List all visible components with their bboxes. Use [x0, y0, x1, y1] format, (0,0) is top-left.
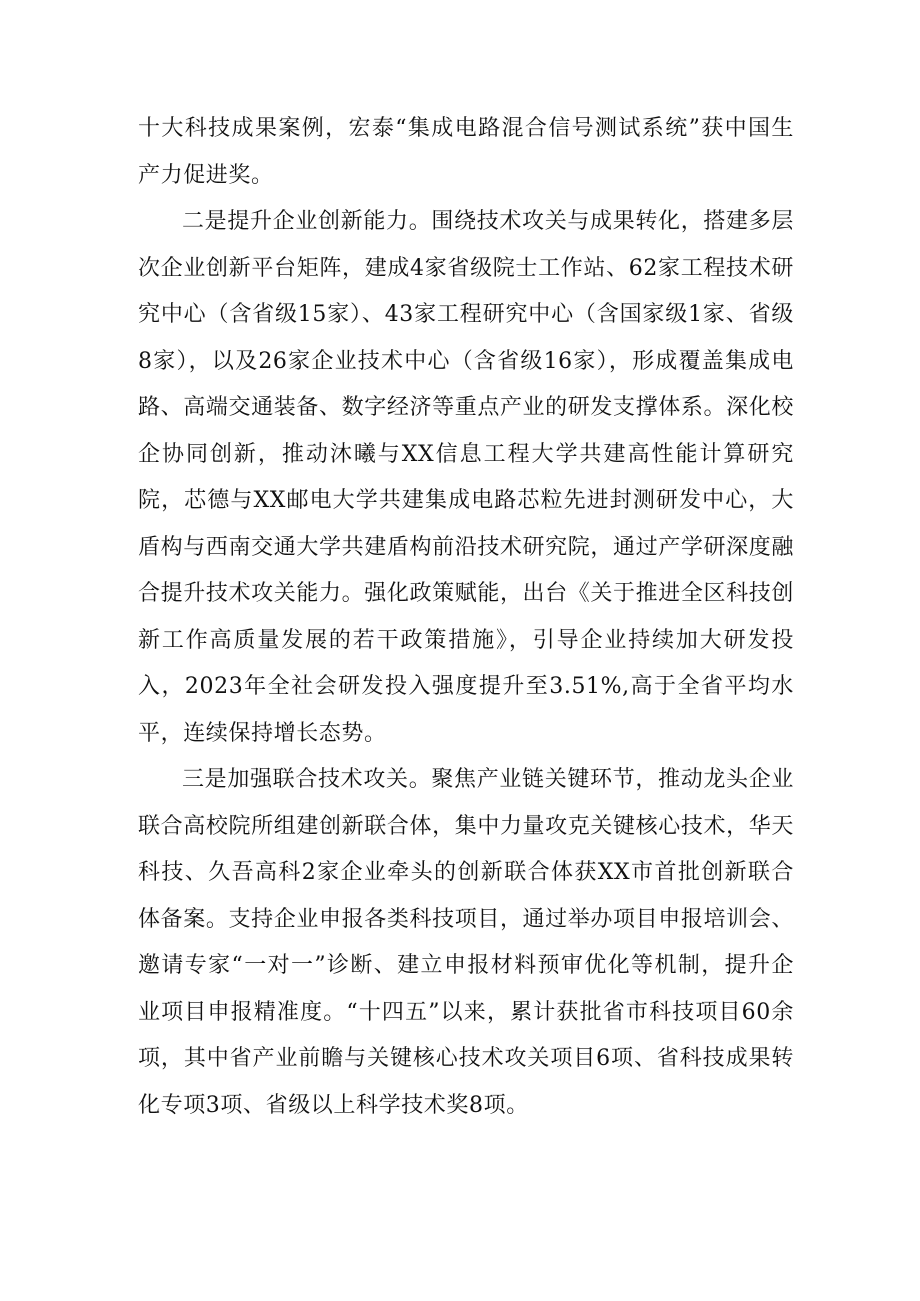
- paragraph-joint-tech-research: 三是加强联合技术攻关。聚焦产业链关键环节，推动龙头企业联合高校院所组建创新联合体，集中力量攻克关键核心技术，华天科技、久吾高科2家企业牵头的创新联合体获XX市首批创新联合体备案。支持企业申报各类科技项目，通过举办项目申报培训会、邀请专家“一对一”诊断、建立申报材料预审优化等机制，提升企业项目申报精准度。“十四五”以来，累计获批省市科技项目60余项，其中省产业前瞻与关键核心技术攻关项目6项、省科技成果转化专项3项、省级以上科学技术奖8项。: [138, 767, 794, 1118]
- paragraph-innovation-capacity: 二是提升企业创新能力。围绕技术攻关与成果转化，搭建多层次企业创新平台矩阵，建成4家省级院士工作站、62家工程技术研究中心（含省级15家）、43家工程研究中心（含国家级1家、省级8家），以及26家企业技术中心（含省级16家），形成覆盖集成电路、高端交通装备、数字经济等重点产业的研发支撑体系。深化校企协同创新，推动沐曦与XX信息工程大学共建高性能计算研究院，芯德与XX邮电大学共建集成电路芯粒先进封测研发中心，大盾构与西南交通大学共建盾构前沿技术研究院，通过产学研深度融合提升技术攻关能力。强化政策赋能，出台《关于推进全区科技创新工作高质量发展的若干政策措施》，引导企业持续加大研发投入，2023年全社会研发投入强度提升至3.51%,高于全省平均水平，连续保持增长态势。: [138, 209, 794, 746]
- document-body: [138, 106, 794, 1129]
- paragraph-continuation: 十大科技成果案例，宏泰“集成电路混合信号测试系统”获中国生产力促进奖。: [138, 116, 794, 188]
